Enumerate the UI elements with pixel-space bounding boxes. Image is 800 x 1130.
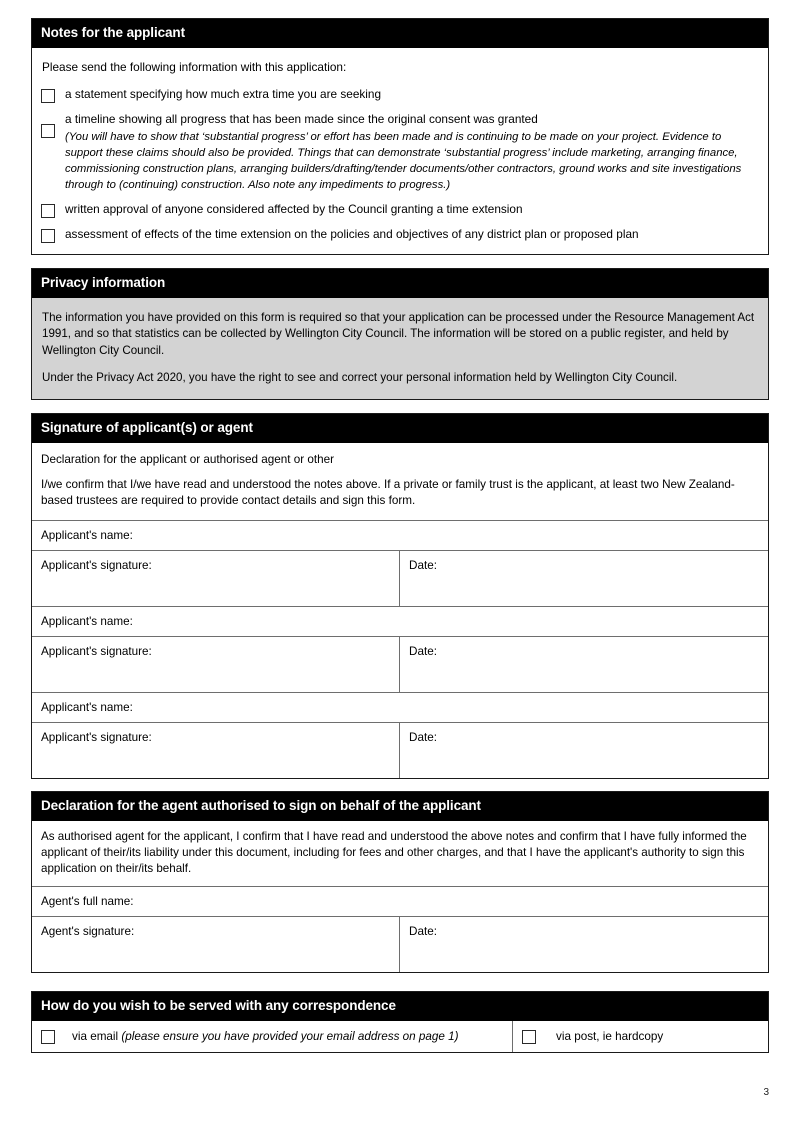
correspondence-section	[31, 991, 769, 1053]
signature-section	[31, 413, 769, 779]
notes-checkbox-row-1[interactable]	[41, 87, 759, 103]
correspondence-email-note: (please ensure you have provided your email address on page 1)	[121, 1030, 459, 1044]
page-number: 3	[763, 1087, 769, 1098]
applicant-signature-row-3[interactable]	[32, 723, 768, 778]
applicant-name-row-2[interactable]	[32, 607, 768, 637]
notes-item-label-2: a timeline showing all progress that has been made since the original consent was granted	[65, 112, 538, 127]
notes-item-note-2: (You will have to show that ‘substantial progress’ or effort has been made and is continuing to be made on your project. Evidence to support these claims should also be provided. Things that can demonstrate ‘substantial progress’ include marketing, arranging finance, commissioning construction plans, arranging builders/drafting/tender documents/other contractors, ground works and site investigations through to (continuing) construction. Also note any impediments to progress.)	[65, 130, 742, 191]
applicant-signature-row-2[interactable]	[32, 637, 768, 693]
notes-item-wrapper-2	[65, 112, 759, 193]
applicant-date-label-3[interactable]: Date:	[409, 730, 437, 744]
agent-declaration-section	[31, 791, 769, 973]
correspondence-options-row	[32, 1021, 768, 1052]
form-page	[31, 0, 769, 1130]
checkbox-assessment-of-effects[interactable]	[41, 229, 55, 243]
notes-item-label-1: a statement specifying how much extra time you are seeking	[65, 87, 382, 102]
notes-item-label-4: assessment of effects of the time extension on the policies and objectives of any district plan or proposed plan	[65, 226, 639, 241]
signature-declaration-line-2: I/we confirm that I/we have read and understood the notes above. If a private or family trust is the applicant, at least two New Zealand-based trustees are required to provide contact details and sign this form.	[41, 477, 735, 508]
applicant-name-label-3[interactable]: Applicant's name:	[41, 700, 133, 714]
signature-declaration-line-1: Declaration for the applicant or authorised agent or other	[41, 452, 335, 466]
correspondence-email-option[interactable]	[32, 1021, 513, 1052]
applicant-signature-label-1[interactable]: Applicant's signature:	[32, 551, 400, 606]
correspondence-email-label: via email	[72, 1030, 122, 1044]
correspondence-post-label: via post, ie hardcopy	[556, 1030, 664, 1044]
applicant-date-label-2[interactable]: Date:	[409, 644, 437, 658]
checkbox-written-approval[interactable]	[41, 204, 55, 218]
checkbox-via-email[interactable]	[41, 1030, 55, 1044]
agent-declaration-text: As authorised agent for the applicant, I confirm that I have read and understood the above notes and confirm that I have fully informed the applicant of their/its liability under this document, including for fees and other charges, and that I have the applicant's authority to sign this application on their/its behalf.	[32, 821, 768, 887]
agent-signature-label[interactable]: Agent's signature:	[32, 917, 400, 972]
notes-section	[31, 18, 769, 255]
signature-declaration-text	[32, 443, 768, 521]
notes-checkbox-row-4[interactable]	[41, 227, 759, 243]
applicant-signature-row-1[interactable]	[32, 551, 768, 607]
checkbox-via-post[interactable]	[522, 1030, 536, 1044]
notes-section-body	[32, 48, 768, 254]
notes-item-label-3: written approval of anyone considered affected by the Council granting a time extension	[65, 201, 523, 216]
notes-section-heading: Notes for the applicant	[32, 19, 768, 48]
privacy-section-heading: Privacy information	[32, 269, 768, 298]
privacy-section	[31, 268, 769, 400]
signature-section-heading: Signature of applicant(s) or agent	[32, 414, 768, 443]
privacy-paragraph-1: The information you have provided on this form is required so that your application can be processed under the Resource Management Act 1991, and so that statistics can be collected by Wellington City Council. The information will be stored on a public register, and held by Wellington City Council.	[42, 310, 755, 357]
agent-declaration-heading: Declaration for the agent authorised to sign on behalf of the applicant	[32, 792, 768, 821]
correspondence-heading: How do you wish to be served with any correspondence	[32, 992, 768, 1021]
applicant-signature-label-3[interactable]: Applicant's signature:	[32, 723, 400, 778]
agent-name-row[interactable]	[32, 887, 768, 917]
notes-intro-text: Please send the following information with this application:	[42, 60, 347, 75]
applicant-name-row-1[interactable]	[32, 521, 768, 551]
applicant-signature-label-2[interactable]: Applicant's signature:	[32, 637, 400, 692]
applicant-date-label-1[interactable]: Date:	[409, 558, 437, 572]
agent-date-label[interactable]: Date:	[409, 924, 437, 938]
notes-checkbox-row-3[interactable]	[41, 202, 759, 218]
applicant-name-row-3[interactable]	[32, 693, 768, 723]
correspondence-email-text	[72, 1030, 459, 1043]
privacy-section-body	[32, 298, 768, 399]
checkbox-timeline-progress[interactable]	[41, 124, 55, 138]
agent-signature-row[interactable]	[32, 917, 768, 972]
applicant-name-label-1[interactable]: Applicant's name:	[41, 528, 133, 542]
applicant-name-label-2[interactable]: Applicant's name:	[41, 614, 133, 628]
notes-checkbox-row-2[interactable]	[41, 112, 759, 193]
agent-full-name-label[interactable]: Agent's full name:	[41, 894, 134, 908]
checkbox-statement-extra-time[interactable]	[41, 89, 55, 103]
correspondence-post-option[interactable]	[513, 1021, 768, 1052]
privacy-paragraph-2: Under the Privacy Act 2020, you have the right to see and correct your personal information held by Wellington City Council.	[42, 371, 678, 385]
